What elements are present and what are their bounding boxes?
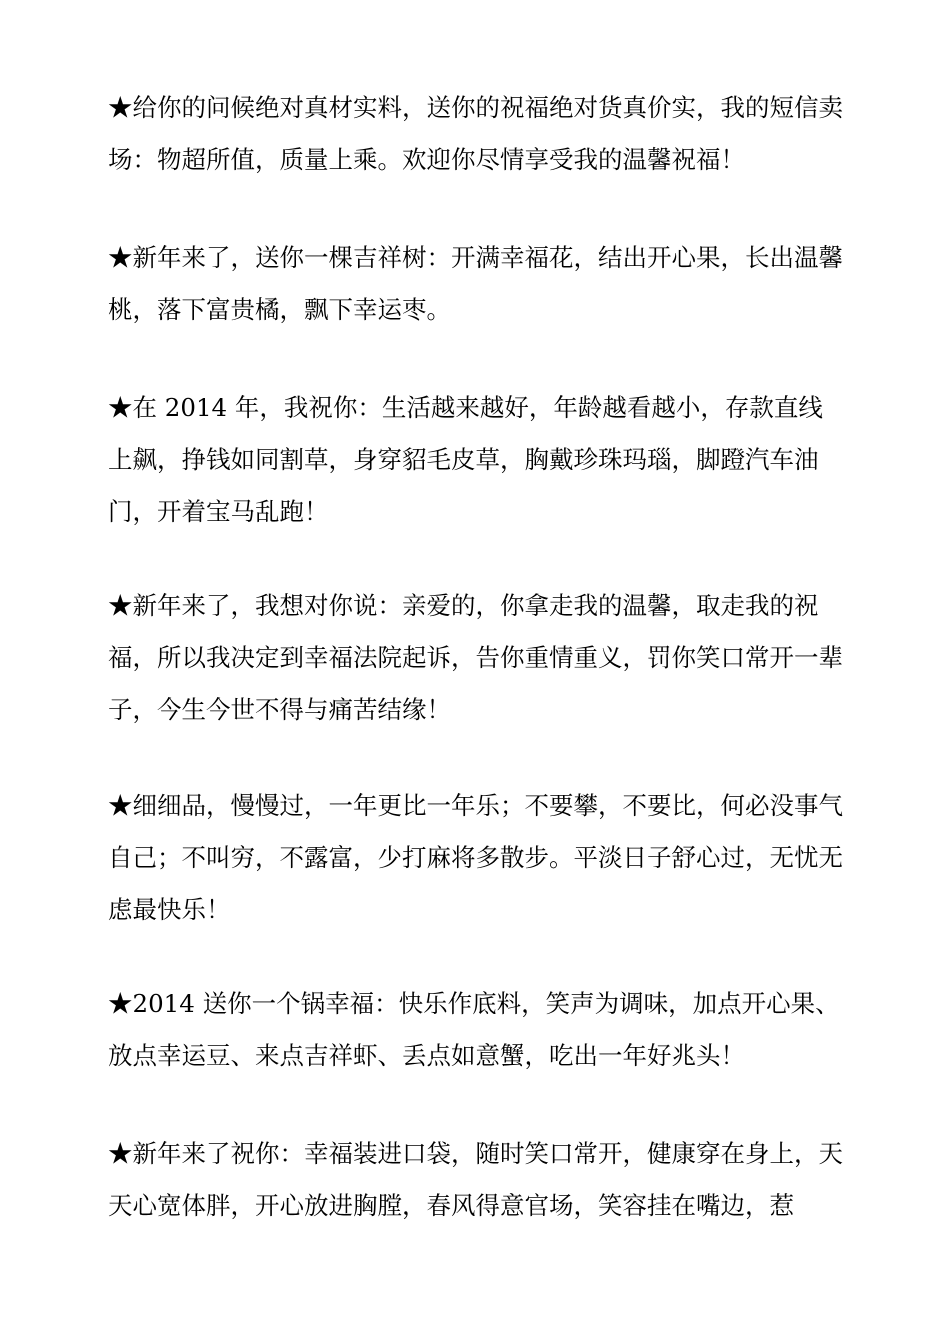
greeting-paragraph-6: ★2014 送你一个锅幸福：快乐作底料，笑声为调味，加点开心果、放点幸运豆、来点吉祥虾、丢点如意蟹，吃出一年好兆头！ <box>108 989 840 1070</box>
greeting-paragraph-2: ★新年来了，送你一棵吉祥树：开满幸福花，结出开心果，长出温馨桃，落下富贵橘，飘下幸运枣。 <box>108 243 843 324</box>
greeting-paragraph-1: ★给你的问候绝对真材实料，送你的祝福绝对货真价实，我的短信卖场：物超所值，质量上乘。欢迎你尽情享受我的温馨祝福！ <box>108 93 843 174</box>
greeting-paragraph-3: ★在 2014 年，我祝你：生活越来越好，年龄越看越小，存款直线上飙，挣钱如同割草，身穿貂毛皮草，胸戴珍珠玛瑙，脚蹬汽车油门，开着宝马乱跑！ <box>108 393 823 526</box>
greeting-paragraph-5: ★细细品，慢慢过，一年更比一年乐；不要攀，不要比，何必没事气自己；不叫穷，不露富，少打麻将多散步。平淡日子舒心过，无忧无虑最快乐！ <box>108 791 843 924</box>
greeting-paragraph-7: ★新年来了祝你：幸福装进口袋，随时笑口常开，健康穿在身上，天天心宽体胖，开心放进胸膛，春风得意官场，笑容挂在嘴边，惹 <box>108 1139 843 1220</box>
greeting-paragraph-4: ★新年来了，我想对你说：亲爱的，你拿走我的温馨，取走我的祝福，所以我决定到幸福法院起诉，告你重情重义，罚你笑口常开一辈子，今生今世不得与痛苦结缘！ <box>108 591 843 724</box>
